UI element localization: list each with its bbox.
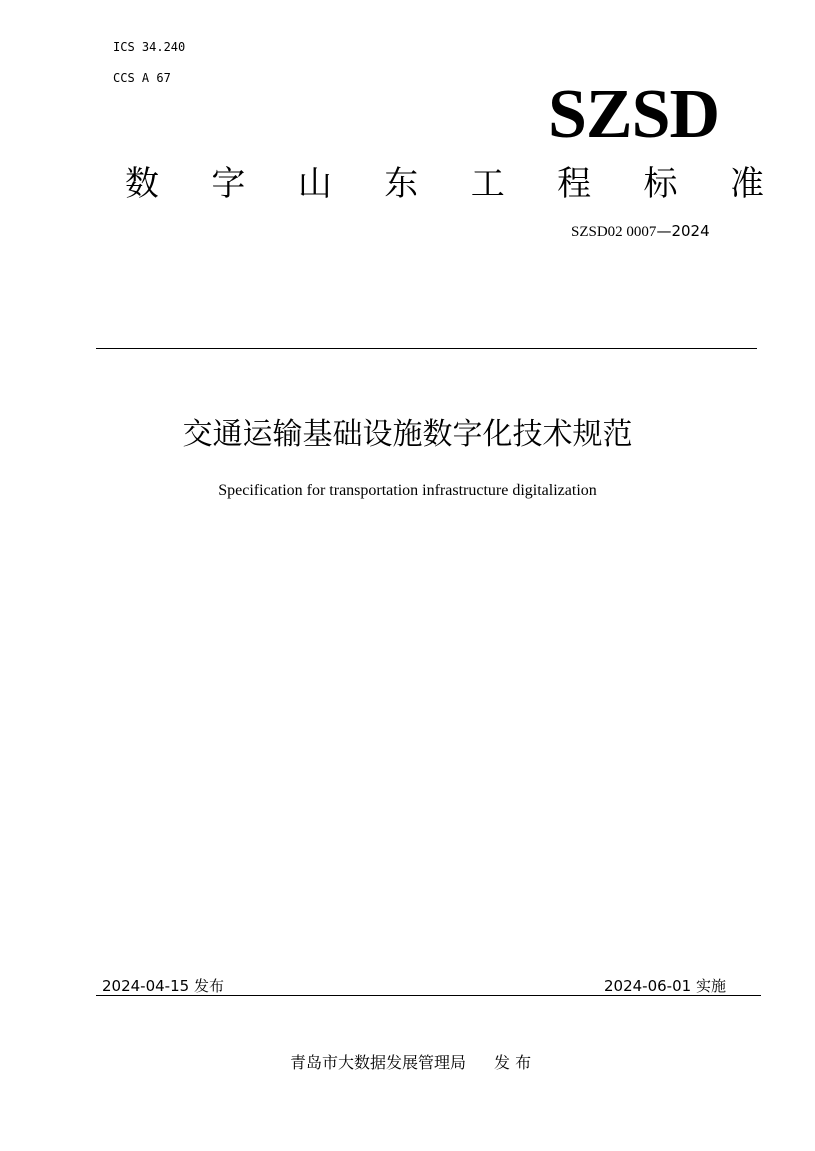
publisher-action: 发 布 — [494, 1053, 532, 1072]
standard-type-char: 东 — [384, 164, 419, 204]
implementation-date: 2024-06-01 实施 — [604, 977, 726, 995]
top-divider — [96, 348, 757, 349]
ics-code: ICS 34.240 — [113, 40, 186, 54]
standard-number-dash: — — [656, 222, 672, 240]
bottom-divider — [96, 995, 761, 996]
standard-type-char: 标 — [643, 164, 678, 204]
szsd-logo: SZSD — [548, 76, 720, 153]
standard-number-year: 2024 — [671, 222, 710, 240]
standard-number — [571, 222, 710, 241]
standard-type-char: 程 — [557, 164, 592, 204]
publisher-name: 青岛市大数据发展管理局 — [290, 1053, 467, 1072]
standard-type-char: 山 — [297, 164, 332, 204]
standard-type-char: 字 — [211, 164, 246, 204]
standard-type-char: 工 — [470, 164, 505, 204]
standard-type-char: 准 — [729, 164, 764, 204]
ccs-code: CCS A 67 — [113, 71, 171, 85]
issue-date: 2024-04-15 发布 — [102, 977, 224, 995]
standard-type-heading — [122, 156, 767, 205]
publisher-line — [290, 1050, 531, 1073]
standard-type-char: 数 — [125, 164, 159, 204]
document-title-chinese: 交通运输基础设施数字化技术规范 — [182, 417, 633, 452]
document-title-english: Specification for transportation infrastructure digitalization — [218, 482, 597, 499]
standard-number-prefix: SZSD02 0007 — [571, 224, 657, 240]
